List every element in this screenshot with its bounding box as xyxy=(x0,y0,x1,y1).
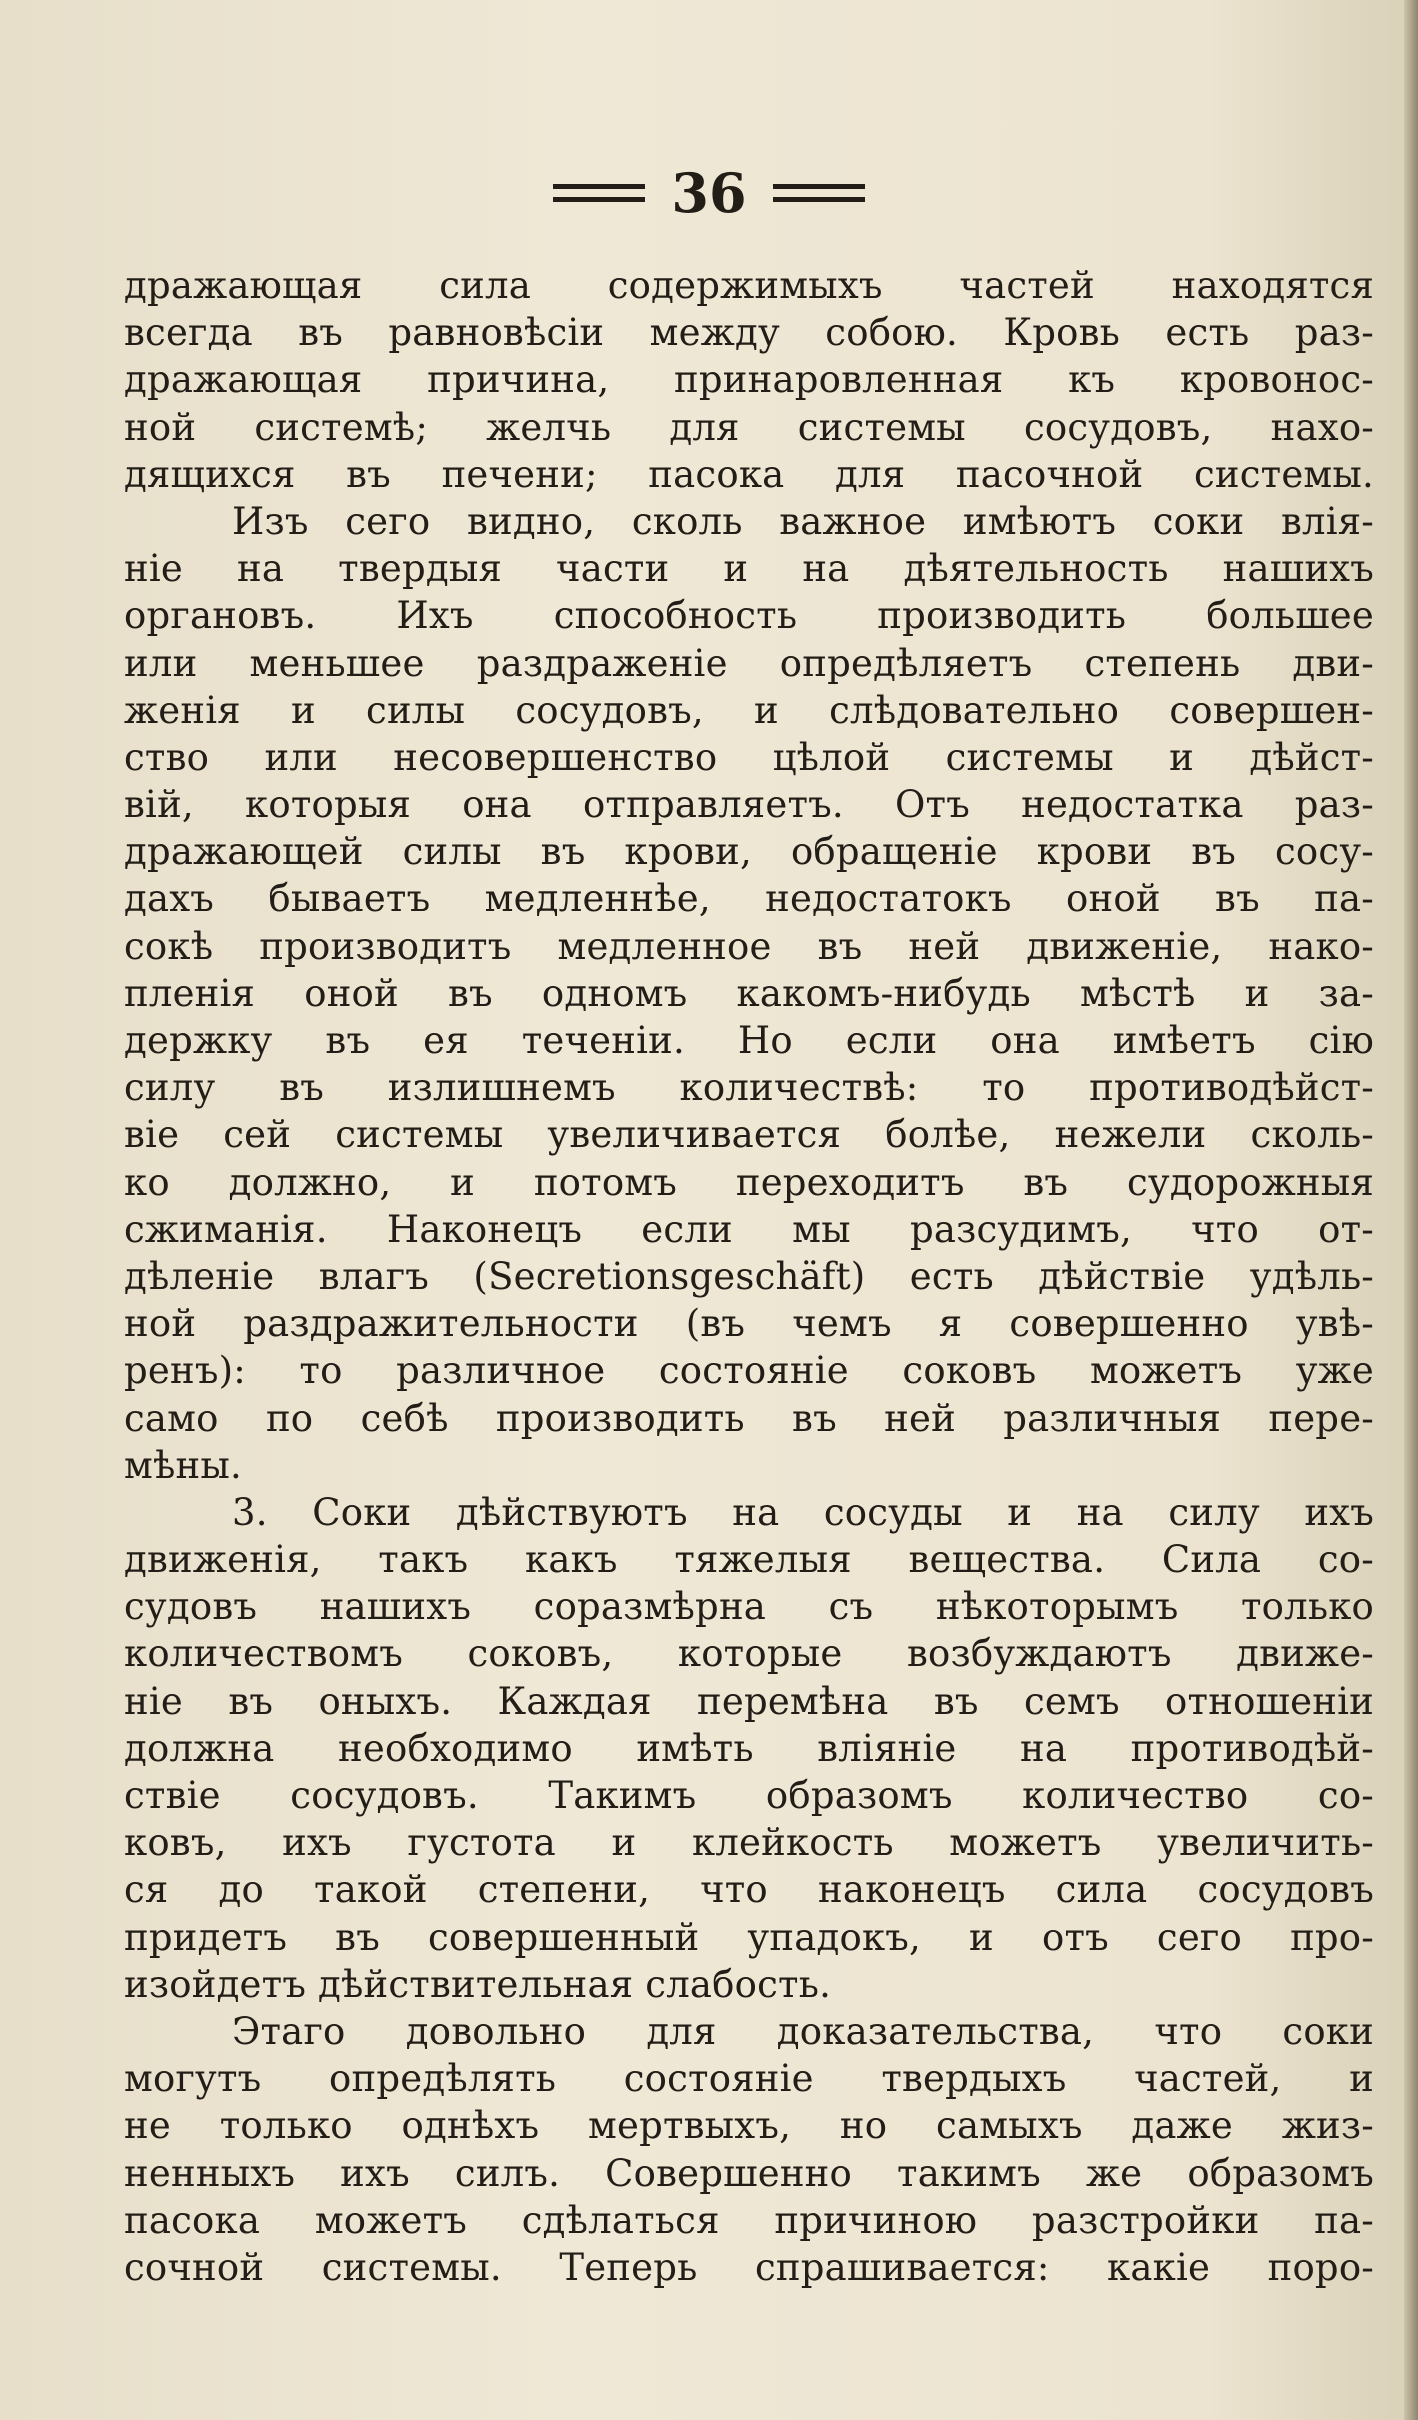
text-line: пленія оной въ одномъ какомъ-нибудь мѣстѣ и за- xyxy=(124,971,1374,1015)
text-line: ся до такой степени, что наконецъ сила сосудовъ xyxy=(124,1868,1374,1912)
text-line: ной раздражительности (въ чемъ я совершенно увѣ- xyxy=(124,1302,1374,1346)
body-text xyxy=(124,262,1374,2291)
text-line: придетъ въ совершенный упадокъ, и отъ сего про- xyxy=(124,1915,1374,1959)
text-line: судовъ нашихъ соразмѣрна съ нѣкоторымъ только xyxy=(124,1585,1374,1629)
text-line: віе сей системы увеличивается болѣе, нежели сколь- xyxy=(124,1113,1374,1157)
text-line: или меньшее раздраженіе опредѣляетъ степень дви- xyxy=(124,641,1374,685)
text-line: мѣны. xyxy=(124,1443,242,1487)
text-line: само по себѣ производить въ ней различныя пере- xyxy=(124,1396,1374,1440)
text-line: ко должно, и потомъ переходитъ въ судорожныя xyxy=(124,1160,1374,1204)
text-line: дахъ бываетъ медленнѣе, недостатокъ оной въ па- xyxy=(124,877,1374,921)
text-line: дражающая сила содержимыхъ частей находятся xyxy=(124,264,1374,307)
text-line: Изъ сего видно, сколь важное имѣютъ соки влія- xyxy=(232,499,1374,543)
text-line: силу въ излишнемъ количествѣ: то противодѣйст- xyxy=(124,1066,1374,1110)
text-line: не только однѣхъ мертвыхъ, но самыхъ даже жиз- xyxy=(124,2104,1374,2148)
text-line: дѣленіе влагъ (Secretionsgeschäft) есть дѣйствіе удѣль- xyxy=(124,1254,1374,1298)
text-line: держку въ ея теченіи. Но если она имѣетъ сію xyxy=(124,1019,1374,1062)
header-rule-right xyxy=(773,184,865,202)
text-line: пасока можетъ сдѣлаться причиною разстройки па- xyxy=(124,2198,1374,2242)
text-line: могутъ опредѣлять состояніе твердыхъ частей, и xyxy=(124,2057,1374,2101)
header-rule-left xyxy=(553,184,645,202)
text-line: сжиманія. Наконецъ если мы разсудимъ, что от- xyxy=(124,1207,1374,1251)
text-line: ствіе сосудовъ. Такимъ образомъ количество со- xyxy=(124,1774,1374,1817)
text-line: дражающая причина, принаровленная къ кровонос- xyxy=(124,358,1374,402)
text-line: ковъ, ихъ густота и клейкость можетъ увеличить- xyxy=(124,1821,1374,1865)
text-line: должна необходимо имѣть вліяніе на противодѣй- xyxy=(124,1726,1374,1770)
text-line: ненныхъ ихъ силъ. Совершенно такимъ же образомъ xyxy=(124,2151,1374,2195)
text-line: количествомъ соковъ, которые возбуждаютъ движе- xyxy=(124,1632,1374,1676)
text-line: женія и силы сосудовъ, и слѣдовательно совершен- xyxy=(124,688,1374,732)
text-line: ренъ): то различное состояніе соковъ можетъ уже xyxy=(124,1349,1374,1393)
text-line: вій, которыя она отправляетъ. Отъ недостатка раз- xyxy=(124,783,1374,827)
page-number: 36 xyxy=(671,161,747,225)
text-line: сокѣ производитъ медленное въ ней движеніе, нако- xyxy=(124,924,1374,968)
text-line: дящихся въ печени; пасока для пасочной системы. xyxy=(124,452,1374,496)
text-line: всегда въ равновѣсіи между собою. Кровь есть раз- xyxy=(124,311,1374,355)
page-header xyxy=(0,158,1418,228)
text-line: 3. Соки дѣйствуютъ на сосуды и на силу ихъ xyxy=(232,1490,1374,1534)
text-line: ніе на твердыя части и на дѣятельность нашихъ xyxy=(124,547,1374,591)
text-line: изойдетъ дѣйствительная слабость. xyxy=(124,1962,832,2006)
text-line: ной системѣ; желчь для системы сосудовъ, нахо- xyxy=(124,405,1374,449)
text-line: сочной системы. Теперь спрашивается: какіе поро- xyxy=(124,2245,1374,2289)
text-line: движенія, такъ какъ тяжелыя вещества. Сила со- xyxy=(124,1538,1374,1582)
page-edge-shadow xyxy=(1404,0,1418,2420)
text-line: дражающей силы въ крови, обращеніе крови въ сосу- xyxy=(124,830,1374,874)
text-line: ніе въ оныхъ. Каждая перемѣна въ семъ отношеніи xyxy=(124,1679,1374,1723)
text-line: органовъ. Ихъ способность производить большее xyxy=(124,594,1374,638)
text-line: Этаго довольно для доказательства, что соки xyxy=(232,2009,1374,2053)
text-line: ство или несовершенство цѣлой системы и дѣйст- xyxy=(124,735,1374,779)
